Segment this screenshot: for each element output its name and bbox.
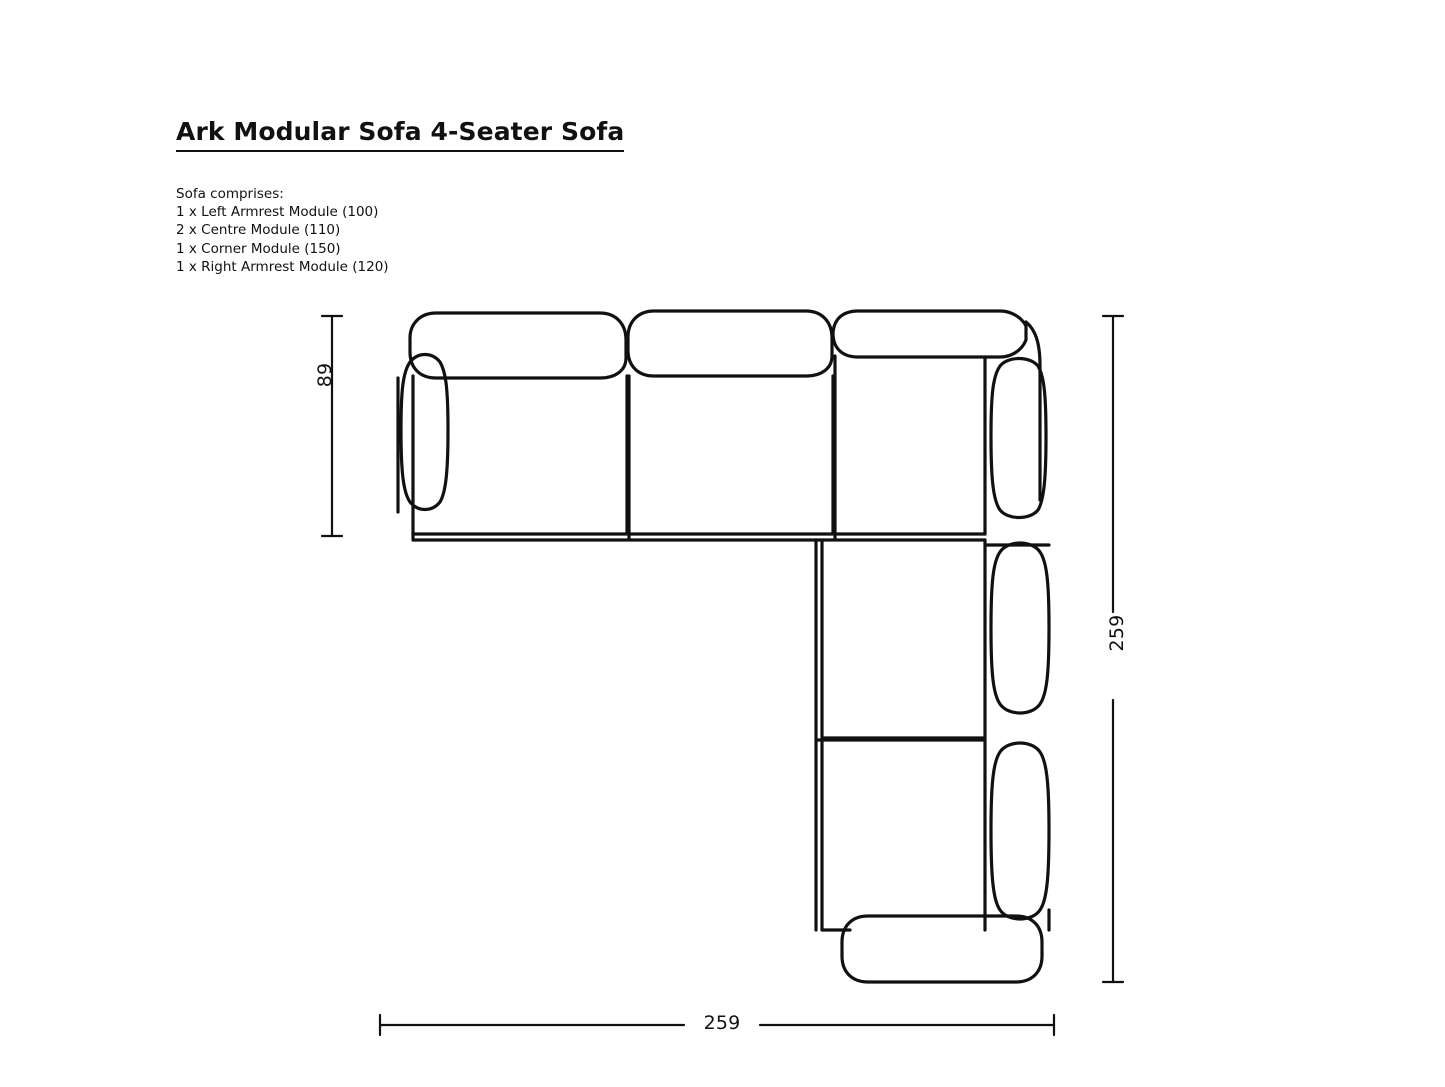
dimension-label-height: 89 (314, 362, 336, 388)
comprises-item: 2 x Centre Module (110) (176, 222, 341, 239)
centre-module-2-seat (816, 540, 985, 738)
comprises-item: 1 x Right Armrest Module (120) (176, 258, 389, 275)
centre-module-1-seat (629, 376, 833, 540)
corner-module-right-arm-pad (991, 359, 1046, 518)
centre-module-1-back-cushion (628, 311, 832, 376)
centre-module-2-arm-pad (985, 543, 1049, 713)
page-title: Ark Modular Sofa 4-Seater Sofa (176, 118, 624, 152)
comprises-heading: Sofa comprises: (176, 186, 284, 202)
right-armrest-module-arm-pad (991, 743, 1049, 919)
dimension-label-width: 259 (703, 1012, 741, 1034)
left-module-seat (413, 376, 627, 540)
dimension-lines (322, 316, 1123, 1035)
comprises-item: 1 x Left Armrest Module (100) (176, 204, 379, 221)
right-armrest-module-end-cushion (842, 916, 1042, 982)
corner-module-back-cushion (833, 311, 1026, 357)
corner-module-seat (835, 356, 985, 540)
dimension-label-depth: 259 (1106, 614, 1128, 652)
comprises-item: 1 x Corner Module (150) (176, 240, 341, 257)
corner-module-back-wall (1026, 322, 1040, 500)
right-armrest-module-seat (816, 740, 985, 930)
